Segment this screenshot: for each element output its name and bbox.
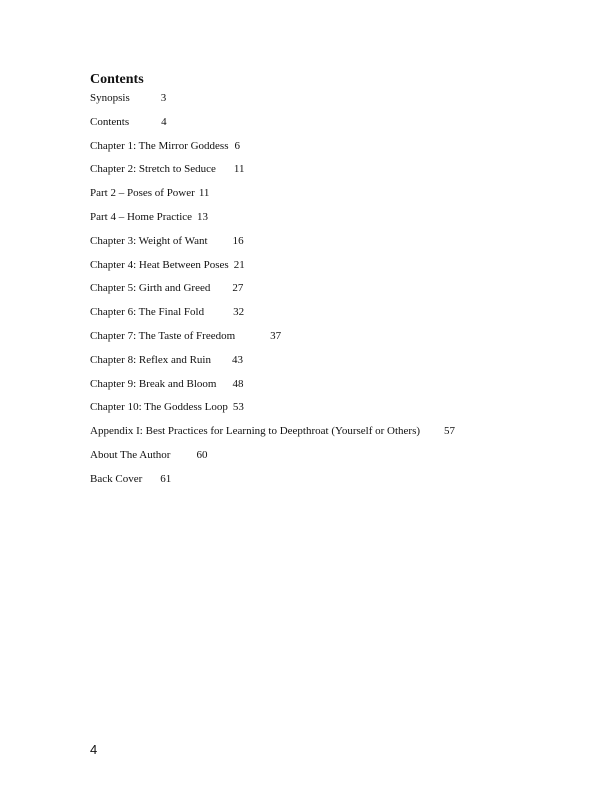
toc-entry-page: 53 [232, 401, 244, 414]
toc-entry-page: 11 [198, 187, 210, 200]
table-of-contents [90, 91, 455, 496]
toc-entry [90, 91, 455, 115]
toc-entry-page: 32 [233, 306, 245, 319]
toc-entry-title: Chapter 9: Break and Bloom [90, 377, 217, 390]
toc-entry-title: Contents [90, 115, 130, 128]
toc-entry [90, 234, 455, 258]
toc-entry-page: 6 [234, 139, 240, 152]
toc-entry [90, 472, 455, 496]
toc-entry-title: Back Cover [90, 472, 143, 485]
toc-entry-page: 57 [444, 425, 456, 438]
toc-entry [90, 281, 455, 305]
toc-entry-title: Chapter 5: Girth and Greed [90, 282, 211, 295]
toc-entry-title: Chapter 3: Weight of Want [90, 234, 208, 247]
toc-entry-title: Chapter 1: The Mirror Goddess [90, 139, 229, 152]
toc-entry [90, 186, 455, 210]
toc-entry-title: Appendix I: Best Practices for Learning to Deepthroat (Yourself or Others) [90, 425, 421, 438]
toc-entry-page: 16 [232, 234, 244, 247]
toc-entry-title: Chapter 7: The Taste of Freedom [90, 329, 236, 342]
contents-heading: Contents [90, 72, 144, 87]
toc-entry-page: 3 [160, 92, 167, 104]
page-number: 4 [90, 742, 98, 757]
toc-entry [90, 139, 455, 163]
toc-entry-title: Chapter 4: Heat Between Poses [90, 258, 229, 271]
toc-entry-title: Part 4 – Home Practice [90, 210, 193, 223]
toc-entry-page: 61 [160, 472, 172, 485]
toc-entry-title: About The Author [90, 448, 171, 461]
toc-entry-title: Chapter 2: Stretch to Seduce [90, 163, 216, 176]
toc-entry [90, 448, 455, 472]
toc-entry-title: Chapter 8: Reflex and Ruin [90, 353, 211, 366]
toc-entry-title: Chapter 10: The Goddess Loop [90, 401, 228, 414]
toc-entry [90, 424, 455, 448]
toc-entry-page: 4 [161, 115, 167, 128]
toc-entry-page: 27 [232, 282, 244, 295]
toc-entry-title: Synopsis [90, 92, 130, 104]
toc-entry [90, 162, 455, 186]
toc-entry [90, 258, 455, 282]
toc-entry-page: 13 [197, 210, 209, 223]
toc-entry-page: 43 [231, 353, 243, 366]
toc-entry-page: 21 [233, 258, 245, 271]
toc-entry-page: 37 [270, 329, 282, 342]
toc-entry [90, 305, 455, 329]
toc-entry-title: Part 2 – Poses of Power [90, 187, 195, 200]
toc-entry-page: 60 [196, 448, 208, 461]
toc-entry [90, 377, 455, 401]
toc-entry [90, 400, 455, 424]
toc-entry [90, 353, 455, 377]
toc-entry-page: 48 [232, 377, 244, 390]
toc-entry [90, 210, 455, 234]
toc-entry-page: 11 [233, 163, 245, 176]
toc-entry [90, 115, 455, 139]
toc-entry-title: Chapter 6: The Final Fold [90, 306, 205, 319]
toc-entry [90, 329, 455, 353]
